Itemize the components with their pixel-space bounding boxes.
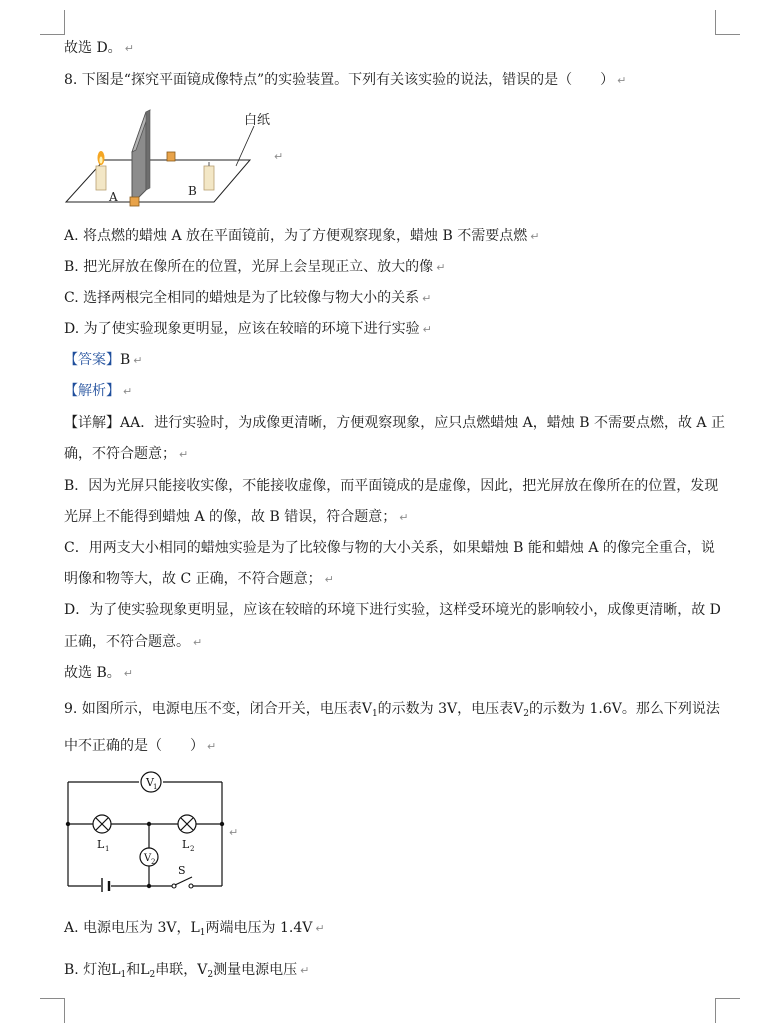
label-candle-b: B — [188, 184, 197, 198]
mirror-experiment-figure — [64, 104, 294, 212]
svg-text:1: 1 — [105, 845, 110, 853]
white-paper — [66, 160, 250, 202]
svg-text:1: 1 — [153, 783, 158, 791]
q8-option-b: B. 把光屏放在像所在的位置，光屏上会呈现正立、放大的像 ↵ — [64, 259, 446, 275]
crop-mark-bottom-left — [40, 998, 65, 1023]
previous-conclusion: 故选 D。 ↵ — [64, 40, 134, 56]
svg-text:S: S — [178, 864, 186, 877]
q8-detail-line-3: B．因为光屏只能接收实像，不能接收虚像，而平面镜成的是虚像，因此，把光屏放在像所在的位置，发现 — [64, 478, 719, 494]
q8-answer: 【答案】B ↵ — [64, 352, 143, 368]
lamp-l2 — [178, 815, 196, 853]
support-block-back — [167, 152, 175, 161]
crop-mark-top-left — [40, 10, 65, 35]
svg-text:L: L — [182, 838, 190, 851]
support-block-front — [130, 197, 139, 206]
q9-option-a: A. 电源电压为 3V，$L_1$两端电压为 1.4V ↵ — [64, 920, 325, 938]
q9-stem-line-2: 中不正确的是（ ） ↵ — [64, 738, 217, 754]
detail-tag: 【详解】 — [64, 415, 120, 431]
svg-text:2: 2 — [151, 858, 156, 866]
answer-tag: 【答案】 — [64, 352, 120, 368]
q9-stem-line-1: 9. 如图所示，电源电压不变，闭合开关，电压表$V_1$的示数为 3V，电压表$V_2$的示数为 1.6V。那么下列说法 — [64, 701, 720, 719]
svg-text:L: L — [97, 838, 105, 851]
q8-analysis-heading: 【解析】 ↵ — [64, 383, 133, 399]
circuit-para-mark: ↵ — [229, 826, 239, 839]
q8-detail-line-6: 明像和物等大，故 C 正确，不符合题意； ↵ — [64, 571, 334, 587]
figure-para-mark: ↵ — [274, 150, 284, 163]
svg-text:2: 2 — [190, 845, 195, 853]
battery — [102, 878, 109, 892]
svg-text:V: V — [144, 853, 152, 864]
switch-s — [172, 864, 193, 888]
crop-mark-top-right — [715, 10, 740, 35]
q8-option-d: D. 为了使实验现象更明显，应该在较暗的环境下进行实验 ↵ — [64, 321, 432, 337]
lamp-l1 — [93, 815, 111, 853]
q9-option-b: B. 灯泡$L_1$和$L_2$串联，$V_2$测量电源电压 ↵ — [64, 962, 310, 980]
q8-stem: 8. 下图是“探究平面镜成像特点”的实验装置。下列有关该实验的说法，错误的是（ ） ↵ — [64, 72, 627, 88]
candle-a — [96, 166, 106, 190]
label-candle-a: A — [109, 190, 118, 204]
voltmeter-v2 — [140, 848, 158, 866]
q8-conclusion: 故选 B。 ↵ — [64, 665, 133, 681]
label-white-paper: 白纸 — [244, 113, 271, 128]
answer-value: B — [120, 352, 131, 368]
q8-option-c: C. 选择两根完全相同的蜡烛是为了比较像与物大小的关系 ↵ — [64, 290, 432, 306]
svg-text:V: V — [146, 776, 154, 789]
crop-mark-bottom-right — [715, 998, 740, 1023]
q8-detail-line-8: 正确，不符合题意。 ↵ — [64, 634, 203, 650]
voltmeter-v1 — [141, 772, 161, 792]
circuit-diagram — [62, 768, 232, 892]
candle-b — [204, 166, 214, 190]
q8-detail-line-1: 【详解】AA．进行实验时，为成像更清晰，方便观察现象，应只点燃蜡烛 A，蜡烛 B 不需要点燃，故 A 正 — [64, 415, 725, 431]
q8-detail-line-5: C．用两支大小相同的蜡烛实验是为了比较像与物的大小关系，如果蜡烛 B 能和蜡烛 A 的像完全重合，说 — [64, 540, 715, 556]
q8-detail-line-4: 光屏上不能得到蜡烛 A 的像，故 B 错误，符合题意； ↵ — [64, 509, 409, 525]
q8-detail-line-7: D．为了使实验现象更明显，应该在较暗的环境下进行实验，这样受环境光的影响较小，成像更清晰，故 D — [64, 602, 721, 618]
q8-detail-line-2: 确，不符合题意； ↵ — [64, 446, 189, 462]
q8-option-a: A. 将点燃的蜡烛 A 放在平面镜前，为了方便观察现象，蜡烛 B 不需要点燃 ↵ — [64, 228, 540, 244]
